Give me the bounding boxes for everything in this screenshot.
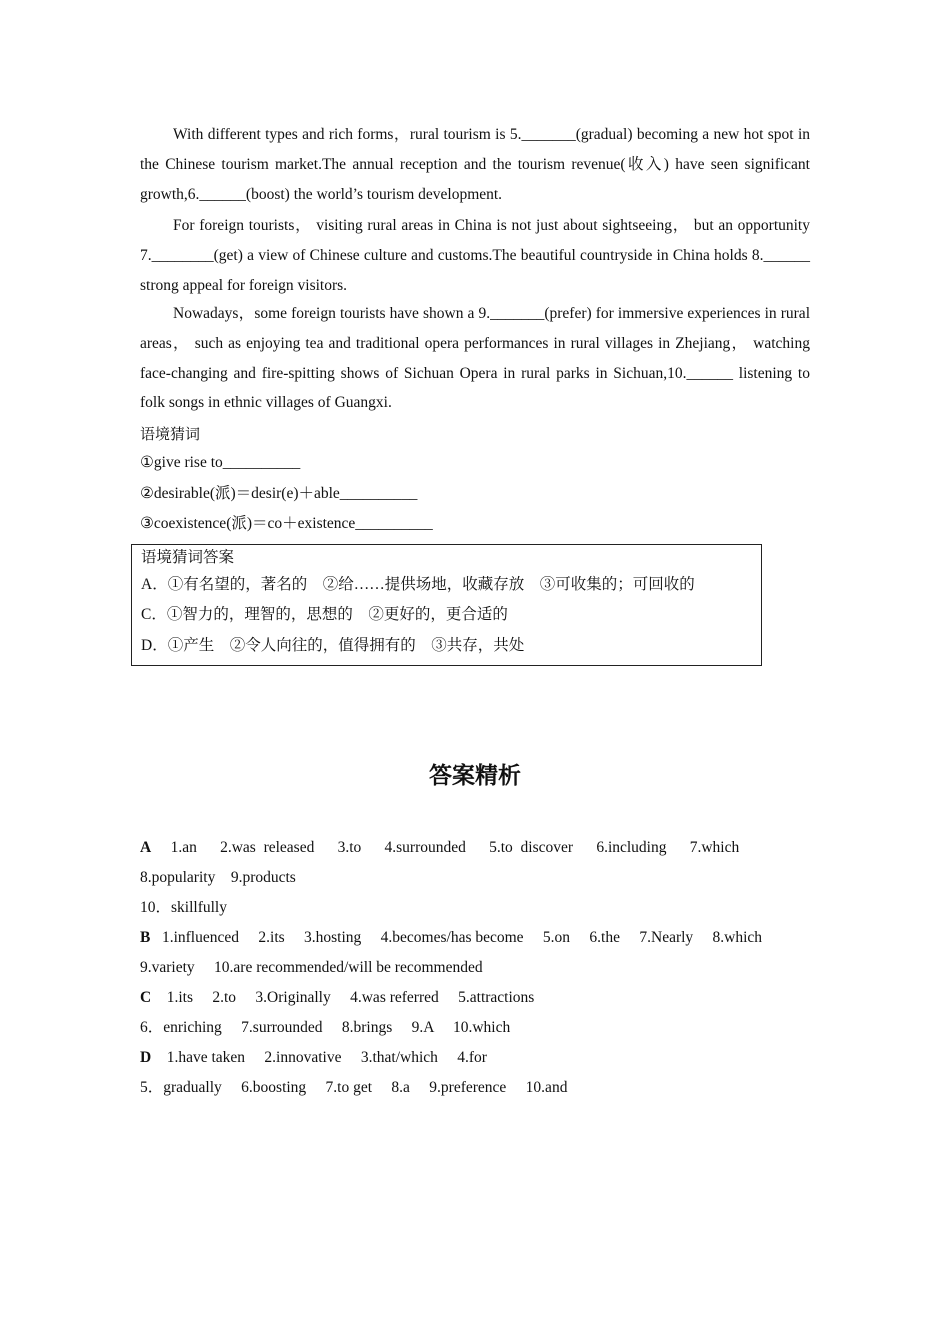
answer-a-label: A: [140, 839, 152, 856]
guess-answers-line-c: C．①智力的，理智的，思想的 ②更好的，更合适的: [141, 606, 508, 623]
guess-heading: 语境猜词: [140, 425, 201, 443]
answer-a-text-1: 1.an 2.was released 3.to 4.surrounded 5.to discover 6.including 7.which: [170, 839, 740, 856]
guess-answers-line-a: A．①有名望的，著名的 ②给……提供场地，收藏存放 ③可收集的；可回收的: [141, 576, 695, 593]
answer-d-label: D: [140, 1049, 152, 1066]
guess-answers-line-d: D．①产生 ②令人向往的，值得拥有的 ③共存，共处: [141, 637, 525, 654]
answer-c-line-2: 6．enriching 7.surrounded 8.brings 9.A 10.which: [140, 1019, 511, 1036]
answer-c-line-1: [140, 988, 534, 1008]
answer-b-text-1: 1.influenced 2.its 3.hosting 4.becomes/has become 5.on 6.the 7.Nearly 8.which: [161, 929, 763, 946]
guess-answers-box: [131, 544, 762, 666]
answer-b-line-1: [140, 928, 762, 948]
answer-d-line-2: 5．gradually 6.boosting 7.to get 8.a 9.preference 10.and: [140, 1079, 568, 1096]
passage-paragraph-1: With different types and rich forms，rural tourism is 5._______(gradual) becoming a new hot spot in the Chinese tourism market.The annual reception and the tourism revenue(收入) have seen significant growth,6.______(boost) the world’s tourism development.: [140, 126, 810, 203]
answer-a-line-1: [140, 838, 739, 858]
answer-a-line-2: 8.popularity 9.products: [140, 869, 296, 886]
answer-b-label: B: [140, 929, 151, 946]
answer-c-text-1: 1.its 2.to 3.Originally 4.was referred 5.attractions: [166, 989, 535, 1006]
guess-item-3: ③coexistence(派)＝co＋existence__________: [140, 515, 433, 532]
answer-d-text-1: 1.have taken 2.innovative 3.that/which 4.for: [166, 1049, 487, 1066]
guess-item-2: ②desirable(派)＝desir(e)＋able__________: [140, 485, 418, 502]
answer-c-label: C: [140, 989, 152, 1006]
answer-d-line-1: [140, 1048, 487, 1068]
guess-answers-heading: 语境猜词答案: [141, 548, 235, 566]
guess-item-1: ①give rise to__________: [140, 454, 301, 471]
answer-b-line-2: 9.variety 10.are recommended/will be recommended: [140, 959, 483, 976]
answer-section-title: 答案精析: [429, 763, 521, 789]
passage-paragraph-2: For foreign tourists， visiting rural areas in China is not just about sightseeing， but an opportunity 7.________(get) a view of Chinese culture and customs.The beautiful countryside in China holds 8.______ strong appeal for foreign visitors.: [140, 217, 810, 294]
answer-a-line-3: 10．skillfully: [140, 899, 227, 916]
passage-paragraph-3: Nowadays，some foreign tourists have shown a 9._______(prefer) for immersive experiences in rural areas， such as enjoying tea and traditional opera performances in rural villages in Zhejiang， watching face-changing and fire-spitting shows of Sichuan Opera in rural parks in Sichuan,10.______ listening to folk songs in ethnic villages of Guangxi.: [140, 305, 810, 412]
